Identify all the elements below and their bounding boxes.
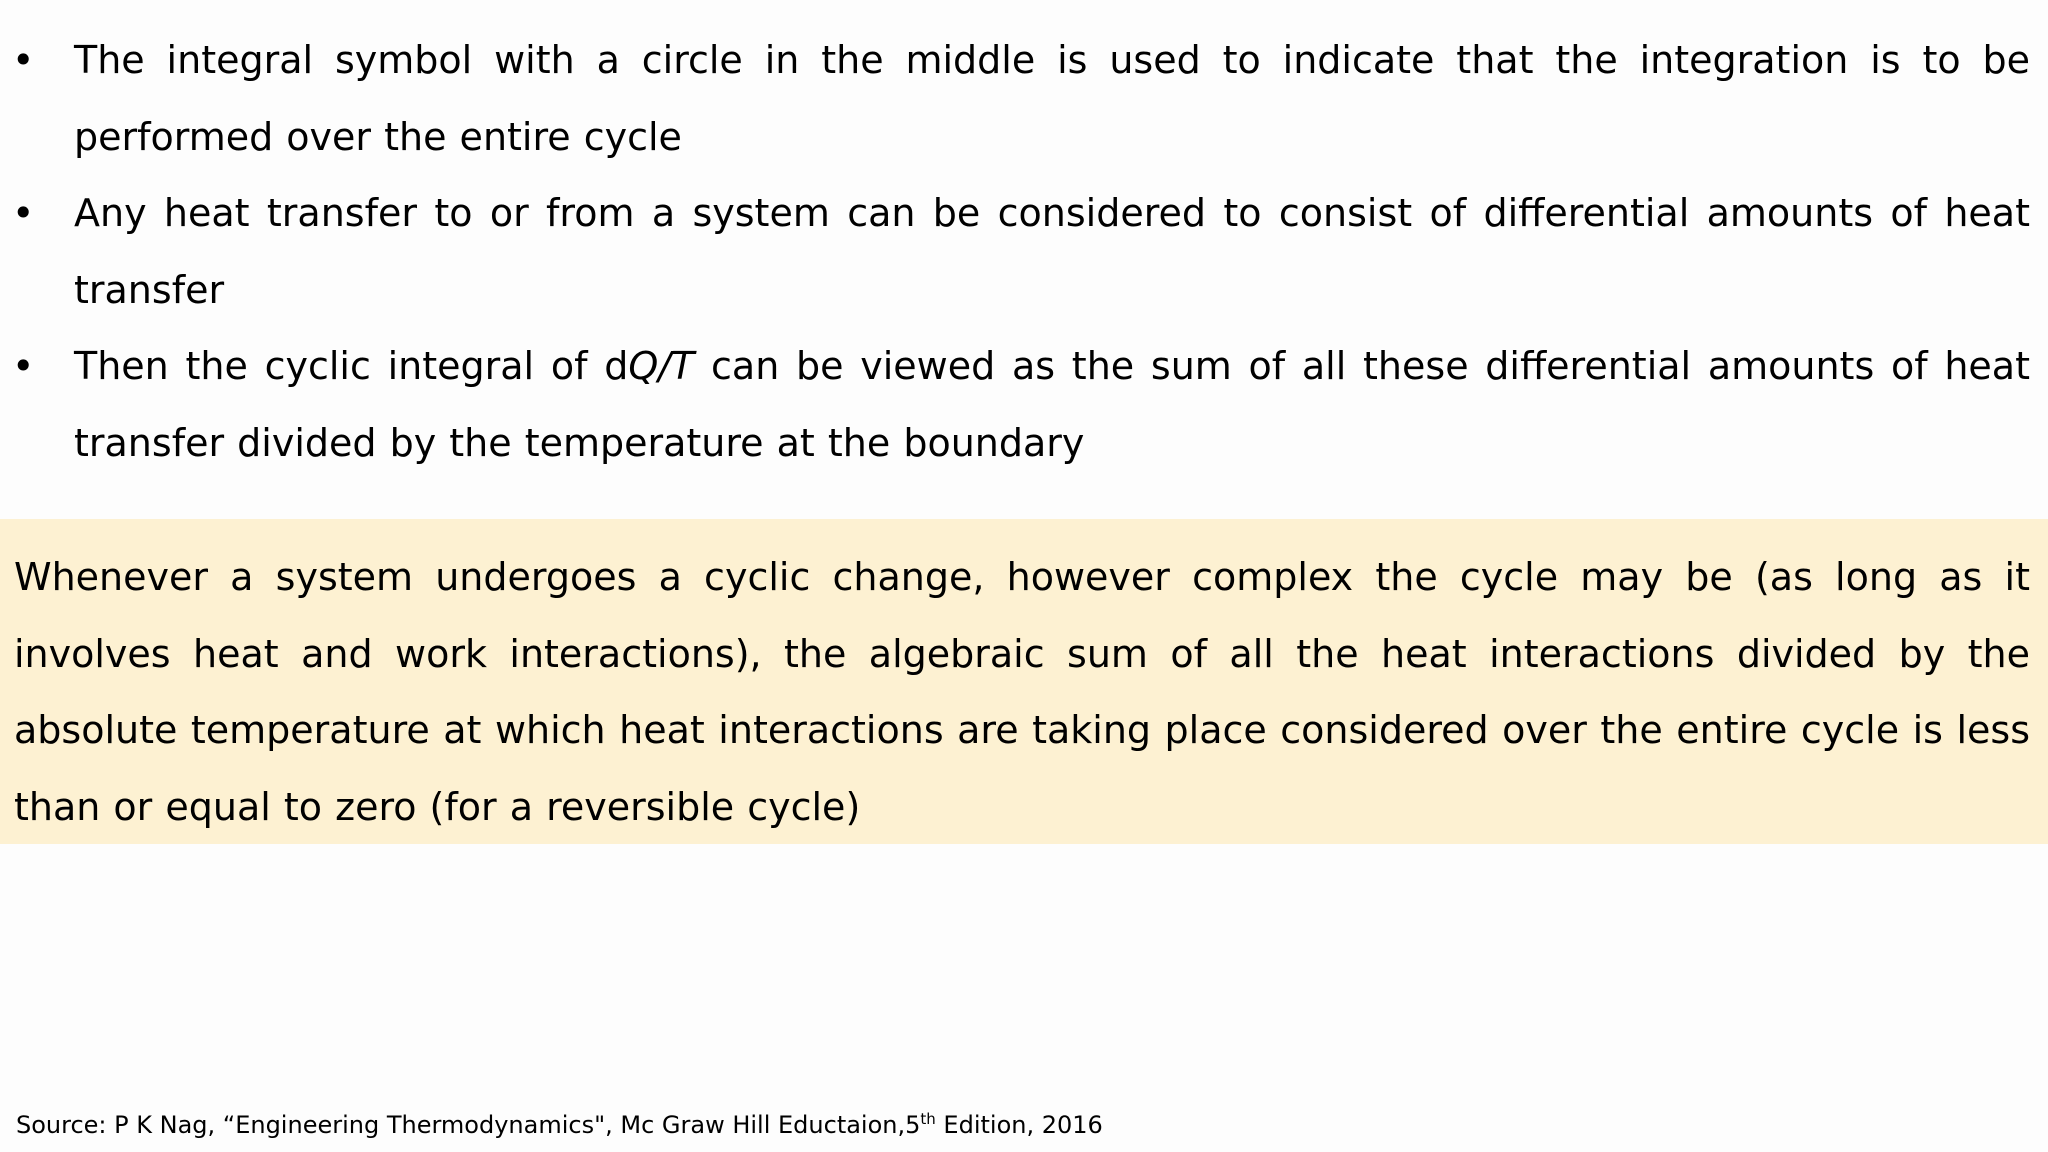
math-expression: Q/T bbox=[628, 344, 695, 388]
source-superscript: th bbox=[920, 1110, 936, 1128]
highlight-box bbox=[0, 519, 2048, 844]
source-citation bbox=[16, 1110, 1103, 1140]
source-suffix: Edition, 2016 bbox=[935, 1111, 1103, 1139]
bullet-item-integral-symbol bbox=[0, 22, 2048, 175]
bullet-marker: • bbox=[12, 191, 35, 235]
bullet-text-after: can be viewed as the sum of all these differential amounts of heat transfer divided by the temperature at the boundary bbox=[74, 344, 2030, 465]
source-prefix: Source: P K Nag, “Engineering Thermodynamics", Mc Graw Hill Eductaion,5 bbox=[16, 1111, 921, 1139]
clausius-statement: Whenever a system undergoes a cyclic change, however complex the cycle may be (as long as it involves heat and work interactions), the algebraic sum of all the heat interactions divided by the absolute temperature at which heat interactions are taking place considered over the entire cycle is less than or equal to zero (for a reversible cycle) bbox=[14, 555, 2030, 829]
bullet-item-heat-transfer bbox=[0, 175, 2048, 328]
bullet-item-cyclic-integral bbox=[0, 328, 2048, 481]
bullet-marker: • bbox=[12, 38, 35, 82]
bullet-text-before: Then the cyclic integral of d bbox=[74, 344, 629, 388]
bullet-text: Any heat transfer to or from a system can be considered to consist of differential amounts of heat transfer bbox=[74, 191, 2030, 312]
bullet-marker: • bbox=[12, 344, 35, 388]
bullet-list bbox=[0, 22, 2048, 481]
bullet-text: The integral symbol with a circle in the middle is used to indicate that the integration is to be performed over the entire cycle bbox=[74, 38, 2030, 159]
